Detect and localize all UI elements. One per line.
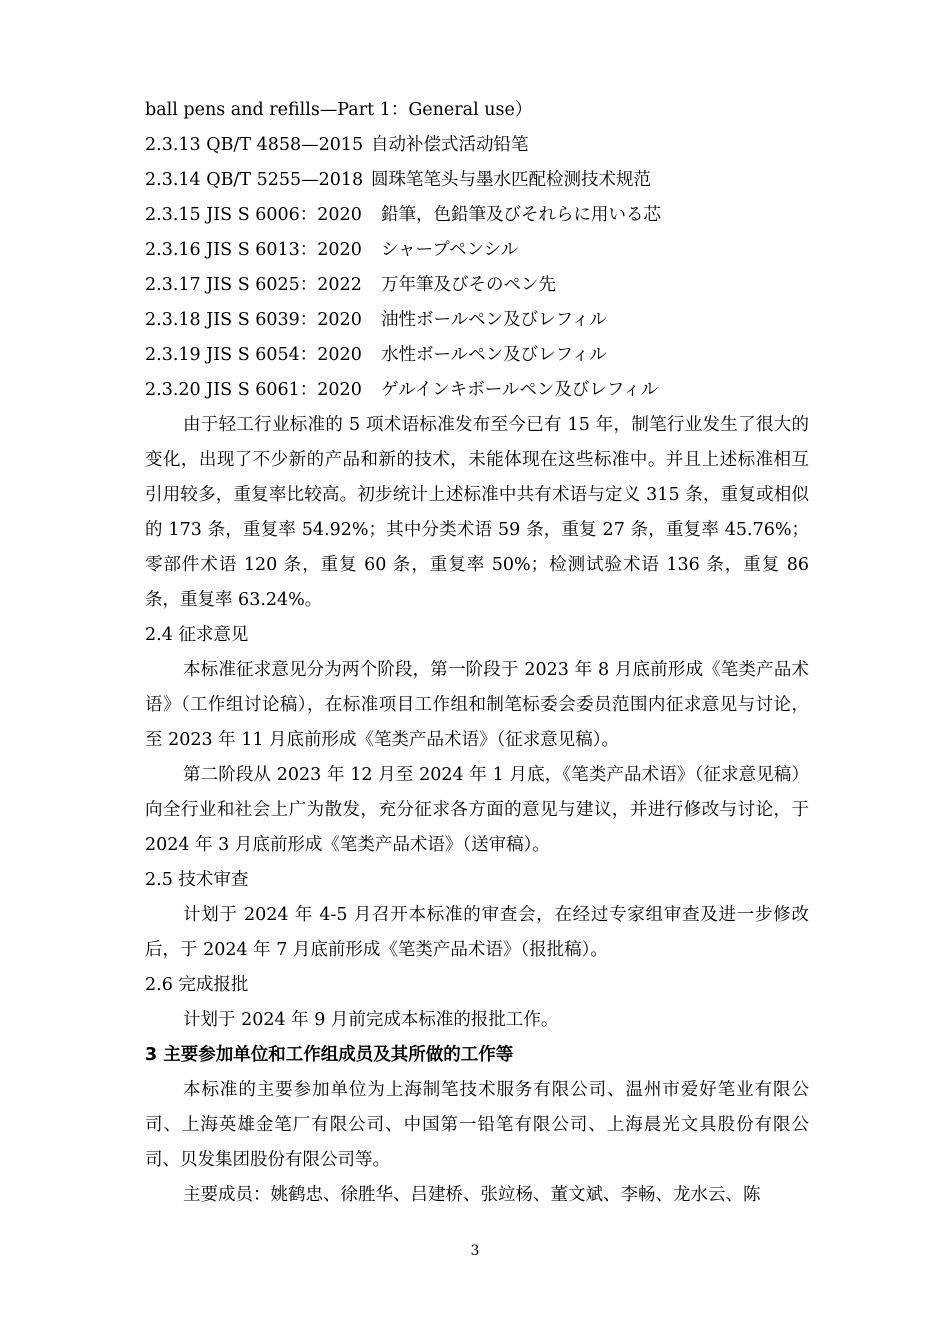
reference-item — [145, 238, 518, 262]
paragraph-2-4-a: 本标准征求意见分为两个阶段，第一阶段于 2023 年 8 月底前形成《笔类产品术语》（工作组讨论稿），在标准项目工作组和制笔标委会委员范围内征求意见与讨论，至 2023 年 11 月底前形成《笔类产品术语》（征求意见稿）。 — [145, 660, 809, 750]
reference-item — [145, 273, 556, 297]
page-number: 3 — [470, 1243, 480, 1259]
reference-title: 油性ボールペン及びレフィル — [381, 310, 607, 330]
reference-item — [145, 168, 651, 192]
reference-title: 鉛筆，色鉛筆及びそれらに用いる芯 — [381, 205, 661, 225]
reference-code: 2.3.14 QB/T 5255—2018 — [145, 170, 364, 190]
reference-item — [145, 378, 658, 402]
paragraph-2-5: 计划于 2024 年 4-5 月召开本标准的审查会，在经过专家组审查及进一步修改后，于 2024 年 7 月底前形成《笔类产品术语》（报批稿）。 — [145, 905, 809, 960]
statistics-paragraph: 由于轻工行业标准的 5 项术语标准发布至今已有 15 年，制笔行业发生了很大的变化，出现了不少新的产品和新的技术，未能体现在这些标准中。并且上述标准相互引用较多，重复率比较高。初步统计上述标准中共有术语与定义 315 条，重复或相似的 173 条，重复率 54.92%；其中分类术语 59 条，重复 27 条，重复率 45.76%；零部件术语 120 条，重复 60 条，重复率 50%；检测试验术语 136 条，重复 86 条，重复率 63.24%。 — [145, 415, 809, 610]
reference-code: 2.3.16 JIS S 6013：2020 — [145, 240, 362, 260]
reference-code: 2.3.19 JIS S 6054：2020 — [145, 345, 362, 365]
reference-code: 2.3.20 JIS S 6061：2020 — [145, 380, 362, 400]
continuation-line: ball pens and refills—Part 1：General use） — [145, 100, 533, 120]
reference-title: 万年筆及びそのペン先 — [381, 275, 556, 295]
reference-code: 2.3.15 JIS S 6006：2020 — [145, 205, 362, 225]
reference-title: ゲルインキボールペン及びレフィル — [381, 380, 659, 400]
reference-title: 圆珠笔笔头与墨水匹配检测技术规范 — [371, 170, 651, 190]
reference-code: 2.3.17 JIS S 6025：2022 — [145, 275, 362, 295]
reference-item — [145, 343, 607, 367]
reference-code: 2.3.18 JIS S 6039：2020 — [145, 310, 362, 330]
reference-title: シャープペンシル — [381, 240, 519, 260]
section-heading-2-6: 2.6 完成报批 — [145, 975, 249, 995]
reference-title: 自动补偿式活动铅笔 — [371, 135, 529, 155]
reference-item — [145, 133, 529, 157]
paragraph-3-a: 本标准的主要参加单位为上海制笔技术服务有限公司、温州市爱好笔业有限公司、上海英雄金笔厂有限公司、中国第一铅笔有限公司、上海晨光文具股份有限公司、贝发集团股份有限公司等。 — [145, 1080, 809, 1170]
paragraph-2-6: 计划于 2024 年 9 月前完成本标准的报批工作。 — [183, 1010, 559, 1030]
section-heading-2-5: 2.5 技术审查 — [145, 870, 249, 890]
reference-item — [145, 308, 607, 332]
section-heading-3: 3 主要参加单位和工作组成员及其所做的工作等 — [145, 1045, 514, 1065]
reference-code: 2.3.13 QB/T 4858—2015 — [145, 135, 364, 155]
section-heading-2-4: 2.4 征求意见 — [145, 625, 249, 645]
paragraph-3-b: 主要成员：姚鹤忠、徐胜华、吕建桥、张竝杨、董文斌、李畅、龙水云、陈 — [183, 1185, 761, 1205]
paragraph-2-4-b: 第二阶段从 2023 年 12 月至 2024 年 1 月底，《笔类产品术语》（征求意见稿）向全行业和社会上广为散发，充分征求各方面的意见与建议，并进行修改与讨论，于 2024 年 3 月底前形成《笔类产品术语》（送审稿）。 — [145, 765, 809, 855]
reference-item — [145, 203, 661, 227]
reference-title: 水性ボールペン及びレフィル — [381, 345, 607, 365]
